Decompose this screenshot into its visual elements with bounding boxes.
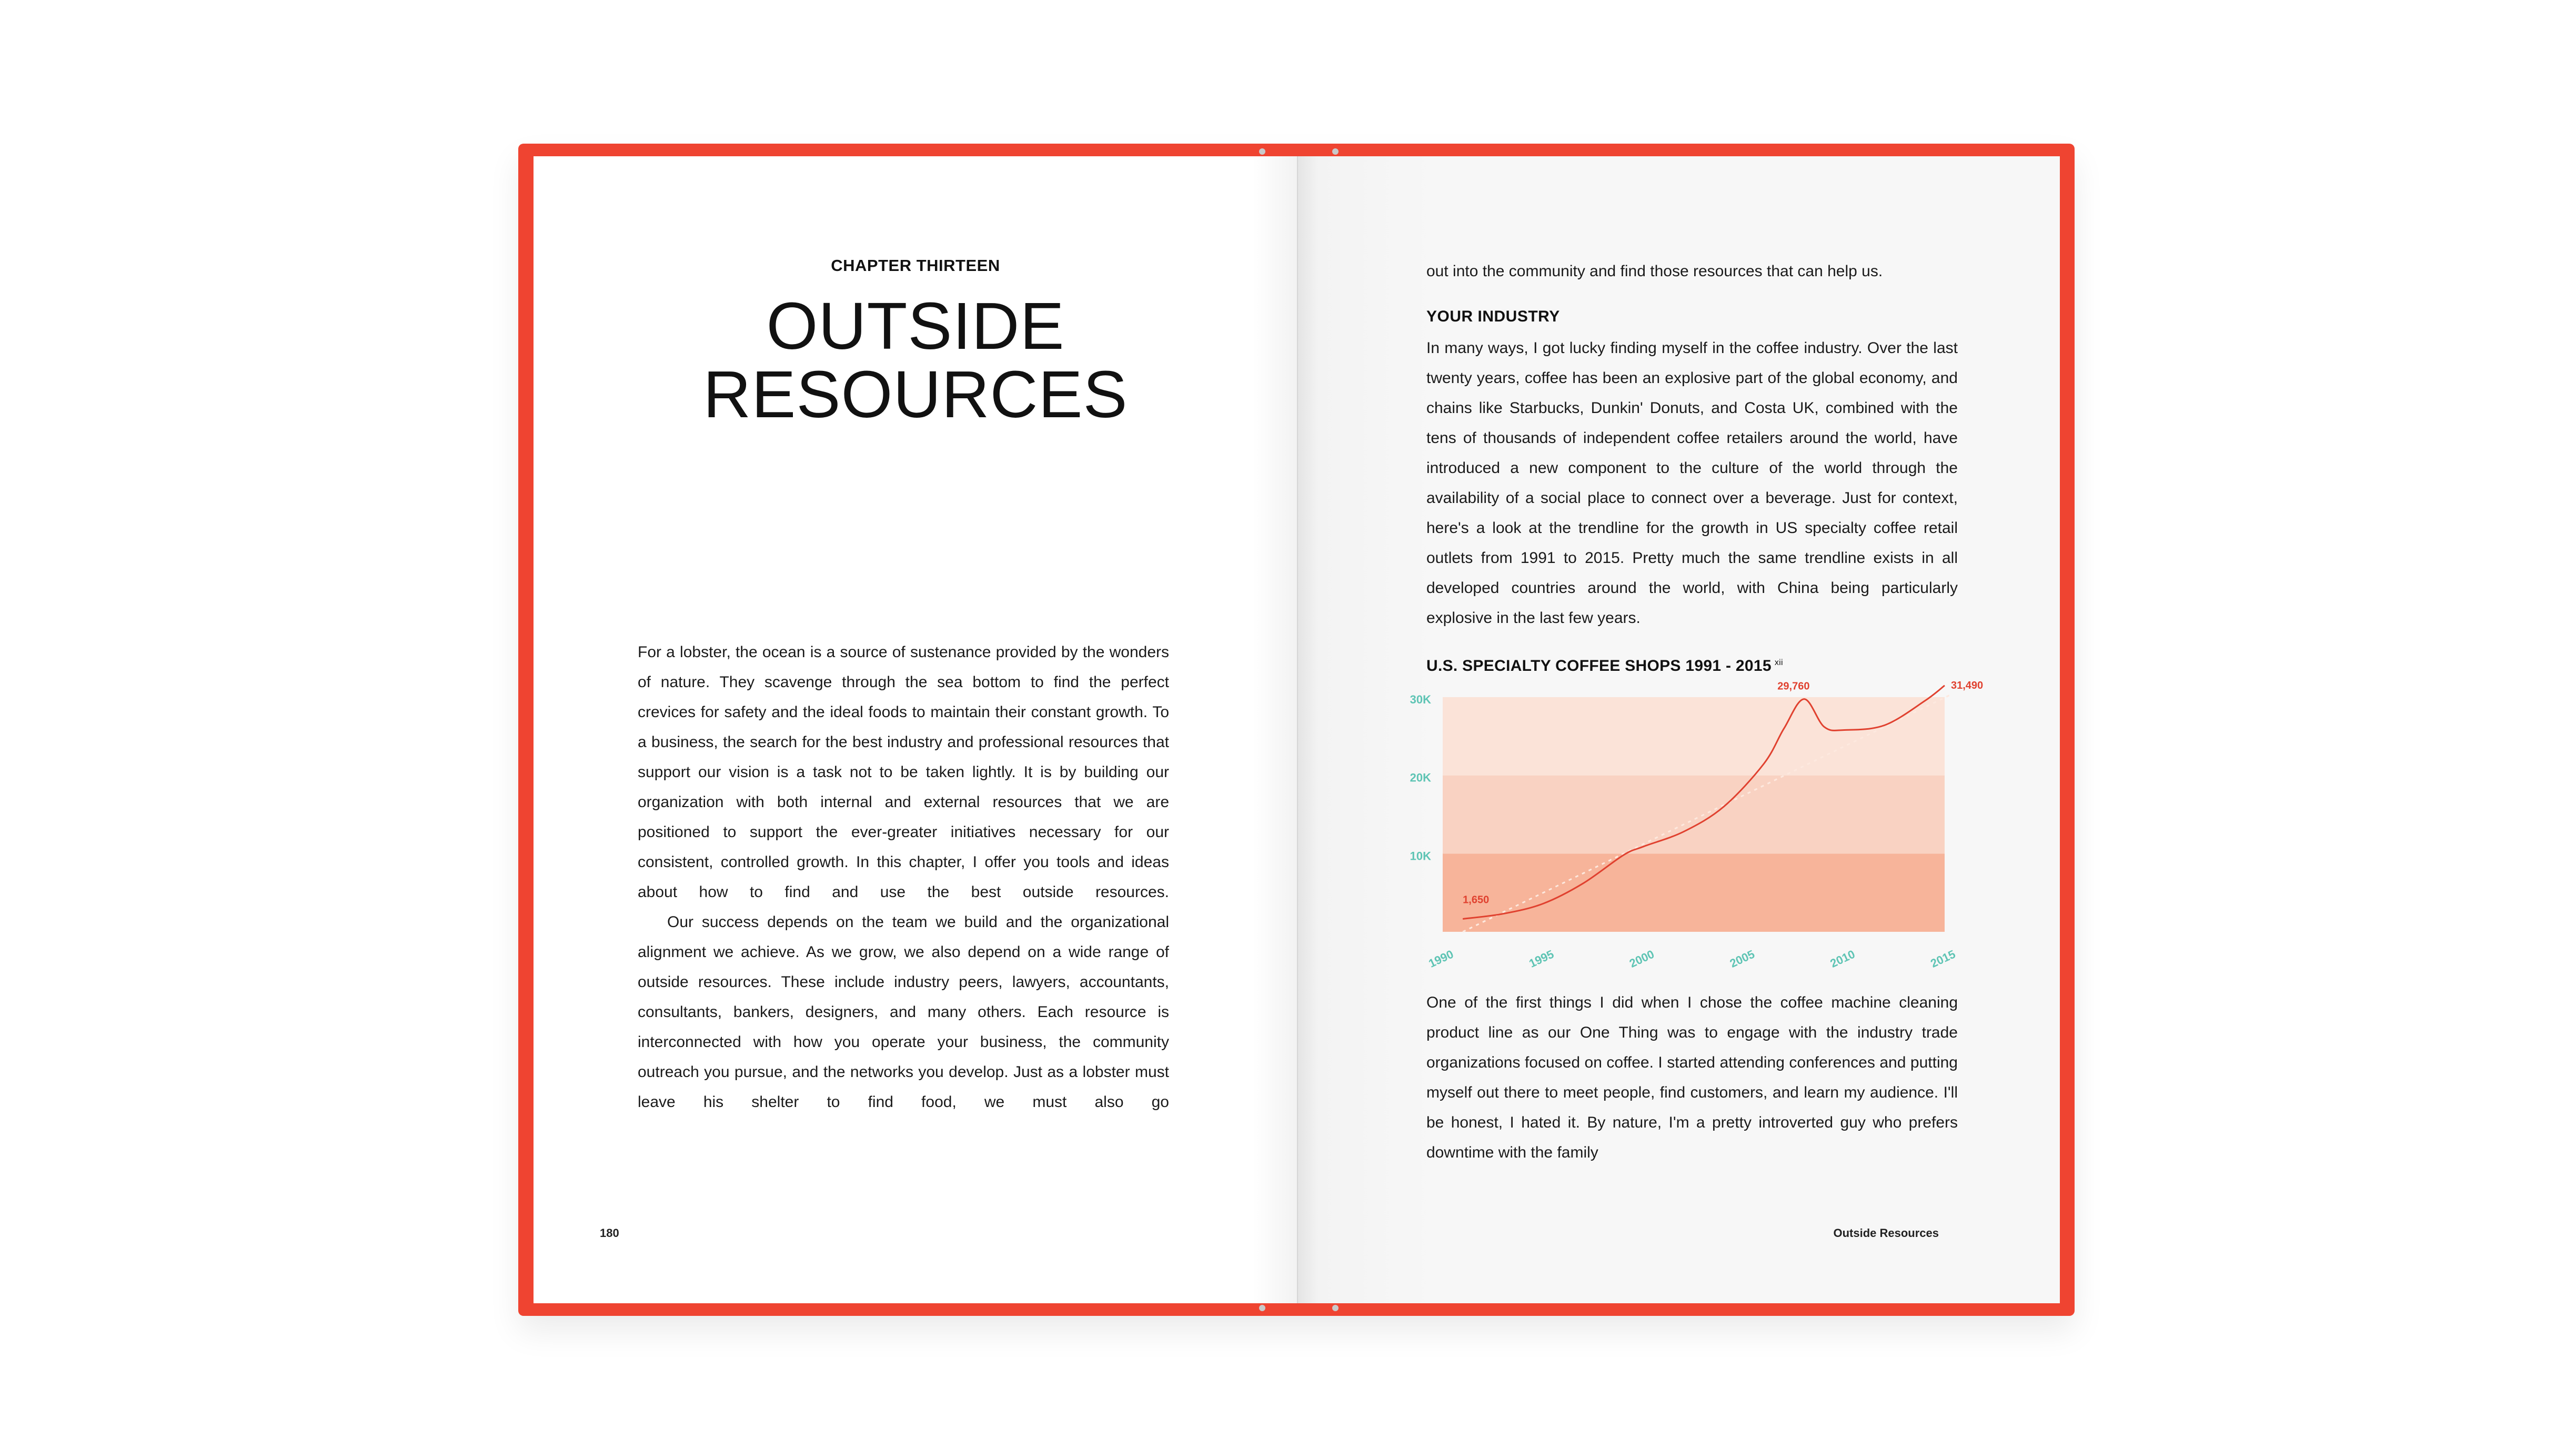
x-tick-label: 2010 [1828, 947, 1857, 970]
chapter-label: CHAPTER THIRTEEN [831, 256, 1000, 275]
y-tick-label: 20K [1410, 771, 1431, 784]
x-tick-label: 2000 [1627, 947, 1656, 970]
right-body-text-1 [1426, 333, 1958, 633]
x-tick-label: 2015 [1928, 947, 1958, 970]
coffee-shops-chart [1397, 679, 1984, 977]
y-tick-label: 30K [1410, 693, 1431, 706]
chart-bands [1443, 697, 1945, 932]
left-paragraph-1: For a lobster, the ocean is a source of sustenance provided by the wonders of nature. They scavenge through the sea bottom to find the perfect crevices for safety and the ideal foods to maintain their constant growth. To a business, the search for the best industry and professional resources that support our vision is a task not to be taken lightly. It is by building our organization with both internal and external resources that we are positioned to support the ever-greater initiatives necessary for our consistent, controlled growth. In this chapter, I offer you tools and ideas about how to find and use the best outside resources. [638, 643, 1169, 901]
chapter-title-line-2: RESOURCES [703, 357, 1128, 431]
chart-band [1443, 776, 1945, 854]
x-tick-label: 1990 [1426, 947, 1456, 970]
binding-stitch [1259, 1305, 1265, 1311]
chapter-title-line-1: OUTSIDE [766, 289, 1065, 363]
chart-title [1426, 657, 1783, 675]
y-tick-label: 10K [1410, 849, 1431, 863]
continued-line: out into the community and find those resources that can help us. [1426, 263, 1883, 280]
data-label: 29,760 [1777, 680, 1810, 692]
left-page [534, 156, 1297, 1303]
chapter-title [534, 289, 1297, 431]
gutter-shadow [1252, 156, 1297, 1303]
chart-footnote-marker: xii [1774, 658, 1783, 667]
chart-title-text: U.S. SPECIALTY COFFEE SHOPS 1991 - 2015 [1426, 657, 1772, 675]
x-tick-label: 1995 [1527, 947, 1556, 970]
right-paragraph-2: One of the first things I did when I chose the coffee machine cleaning product line as our One Thing was to engage with the industry trade organizations focused on coffee. I started attending conferences and putting myself out there to meet people, find customers, and learn my audience. I'll be honest, I hated it. By nature, I'm a pretty introverted guy who prefers downtime with the family [1426, 994, 1958, 1161]
x-axis [1426, 948, 1957, 970]
left-body-text [638, 637, 1169, 1117]
chart-band [1443, 697, 1945, 776]
section-heading: YOUR INDUSTRY [1426, 308, 1560, 325]
right-body-text-2 [1426, 988, 1958, 1168]
data-label: 31,490 [1951, 679, 1984, 691]
left-paragraph-2: Our success depends on the team we build and the organizational alignment we achieve. As we grow, we also depend on a wide range of outside resources. These include industry peers, lawyers, accountants, consultants, bankers, designers, and many others. Each resource is interconnected with how you operate your business, the community outreach you pursue, and the networks you develop. Just as a lobster must leave his shelter to find food, we must also go [638, 913, 1169, 1111]
chart-band [1443, 853, 1945, 932]
page-number: 180 [600, 1226, 619, 1240]
x-tick-label: 2005 [1727, 947, 1757, 970]
right-paragraph-1: In many ways, I got lucky finding myself in the coffee industry. Over the last twenty years, coffee has been an explosive part of the global economy, and chains like Starbucks, Dunkin' Donuts, and Costa UK, combined with the tens of thousands of independent coffee retailers around the world, have introduced a new component to the culture of the world through the availability of a social place to connect over a beverage. Just for context, here's a look at the trendline for the growth in US specialty coffee retail outlets from 1991 to 2015. Pretty much the same trendline exists in all developed countries around the world, with China being particularly explosive in the last few years. [1426, 339, 1958, 627]
data-label: 1,650 [1463, 894, 1490, 906]
y-axis [1410, 693, 1431, 862]
binding-stitch [1259, 148, 1265, 155]
binding-stitch [1332, 1305, 1339, 1311]
binding-stitch [1332, 148, 1339, 155]
right-page [1297, 156, 2060, 1303]
book-spine [1297, 156, 1298, 1303]
running-head: Outside Resources [1833, 1226, 1939, 1240]
